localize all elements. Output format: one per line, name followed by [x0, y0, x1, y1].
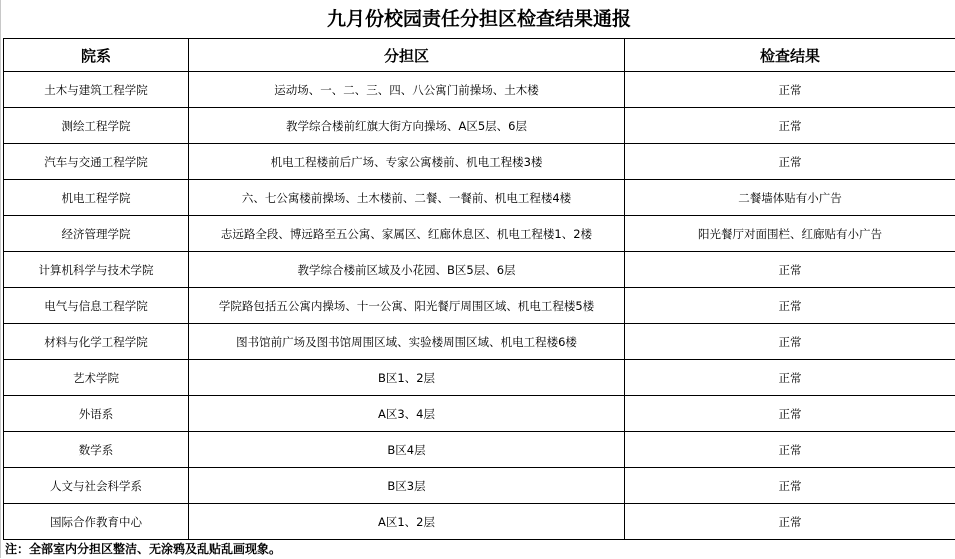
cell-dept[interactable]: 电气与信息工程学院	[4, 288, 189, 324]
cell-dept[interactable]: 经济管理学院	[4, 216, 189, 252]
cell-area[interactable]: A区1、2层	[189, 504, 625, 540]
table-row	[4, 108, 955, 144]
cell-result[interactable]: 正常	[625, 72, 955, 108]
header-dept[interactable]: 院系	[4, 39, 189, 72]
table-row	[4, 396, 955, 432]
cell-dept[interactable]: 数学系	[4, 432, 189, 468]
cell-area[interactable]: 教学综合楼前区域及小花园、B区5层、6层	[189, 252, 625, 288]
cell-area[interactable]: 学院路包括五公寓内操场、十一公寓、阳光餐厅周围区域、机电工程楼5楼	[189, 288, 625, 324]
cell-area[interactable]: 机电工程楼前后广场、专家公寓楼前、机电工程楼3楼	[189, 144, 625, 180]
cell-area[interactable]: 图书馆前广场及图书馆周围区域、实验楼周围区域、机电工程楼6楼	[189, 324, 625, 360]
table-row	[4, 216, 955, 252]
table-row	[4, 360, 955, 396]
inspection-table	[3, 38, 955, 540]
cell-area[interactable]: 志远路全段、博远路至五公寓、家属区、红廊休息区、机电工程楼1、2楼	[189, 216, 625, 252]
table-row	[4, 324, 955, 360]
cell-result[interactable]: 阳光餐厅对面围栏、红廊贴有小广告	[625, 216, 955, 252]
table-row	[4, 252, 955, 288]
cell-result[interactable]: 正常	[625, 144, 955, 180]
cell-area[interactable]: B区3层	[189, 468, 625, 504]
cell-dept[interactable]: 外语系	[4, 396, 189, 432]
cell-result[interactable]: 正常	[625, 108, 955, 144]
cell-result[interactable]: 正常	[625, 396, 955, 432]
table-row	[4, 144, 955, 180]
cell-result[interactable]: 正常	[625, 360, 955, 396]
cell-dept[interactable]: 人文与社会科学系	[4, 468, 189, 504]
header-area[interactable]: 分担区	[189, 39, 625, 72]
cell-result[interactable]: 正常	[625, 288, 955, 324]
cell-result[interactable]: 二餐墙体贴有小广告	[625, 180, 955, 216]
cell-dept[interactable]: 土木与建筑工程学院	[4, 72, 189, 108]
cell-dept[interactable]: 材料与化学工程学院	[4, 324, 189, 360]
cell-dept[interactable]: 艺术学院	[4, 360, 189, 396]
cell-dept[interactable]: 测绘工程学院	[4, 108, 189, 144]
cell-area[interactable]: 教学综合楼前红旗大街方向操场、A区5层、6层	[189, 108, 625, 144]
cell-result[interactable]: 正常	[625, 324, 955, 360]
cell-area[interactable]: A区3、4层	[189, 396, 625, 432]
cell-dept[interactable]: 汽车与交通工程学院	[4, 144, 189, 180]
cell-result[interactable]: 正常	[625, 252, 955, 288]
cell-area[interactable]: B区1、2层	[189, 360, 625, 396]
cell-result[interactable]: 正常	[625, 504, 955, 540]
table-row	[4, 504, 955, 540]
header-row	[4, 39, 955, 72]
table-row	[4, 72, 955, 108]
cell-dept[interactable]: 机电工程学院	[4, 180, 189, 216]
cell-area[interactable]: 六、七公寓楼前操场、土木楼前、二餐、一餐前、机电工程楼4楼	[189, 180, 625, 216]
cell-result[interactable]: 正常	[625, 432, 955, 468]
cell-dept[interactable]: 计算机科学与技术学院	[4, 252, 189, 288]
table-row	[4, 432, 955, 468]
cell-result[interactable]: 正常	[625, 468, 955, 504]
table-row	[4, 288, 955, 324]
footnote[interactable]: 注：全部室内分担区整洁、无涂鸦及乱贴乱画现象。	[3, 539, 955, 559]
cell-area[interactable]: B区4层	[189, 432, 625, 468]
cell-dept[interactable]: 国际合作教育中心	[4, 504, 189, 540]
header-result[interactable]: 检查结果	[625, 39, 955, 72]
sheet-left-border	[0, 0, 1, 558]
table-row	[4, 180, 955, 216]
cell-area[interactable]: 运动场、一、二、三、四、八公寓门前操场、土木楼	[189, 72, 625, 108]
table-row	[4, 468, 955, 504]
report-title[interactable]: 九月份校园责任分担区检查结果通报	[3, 0, 955, 39]
